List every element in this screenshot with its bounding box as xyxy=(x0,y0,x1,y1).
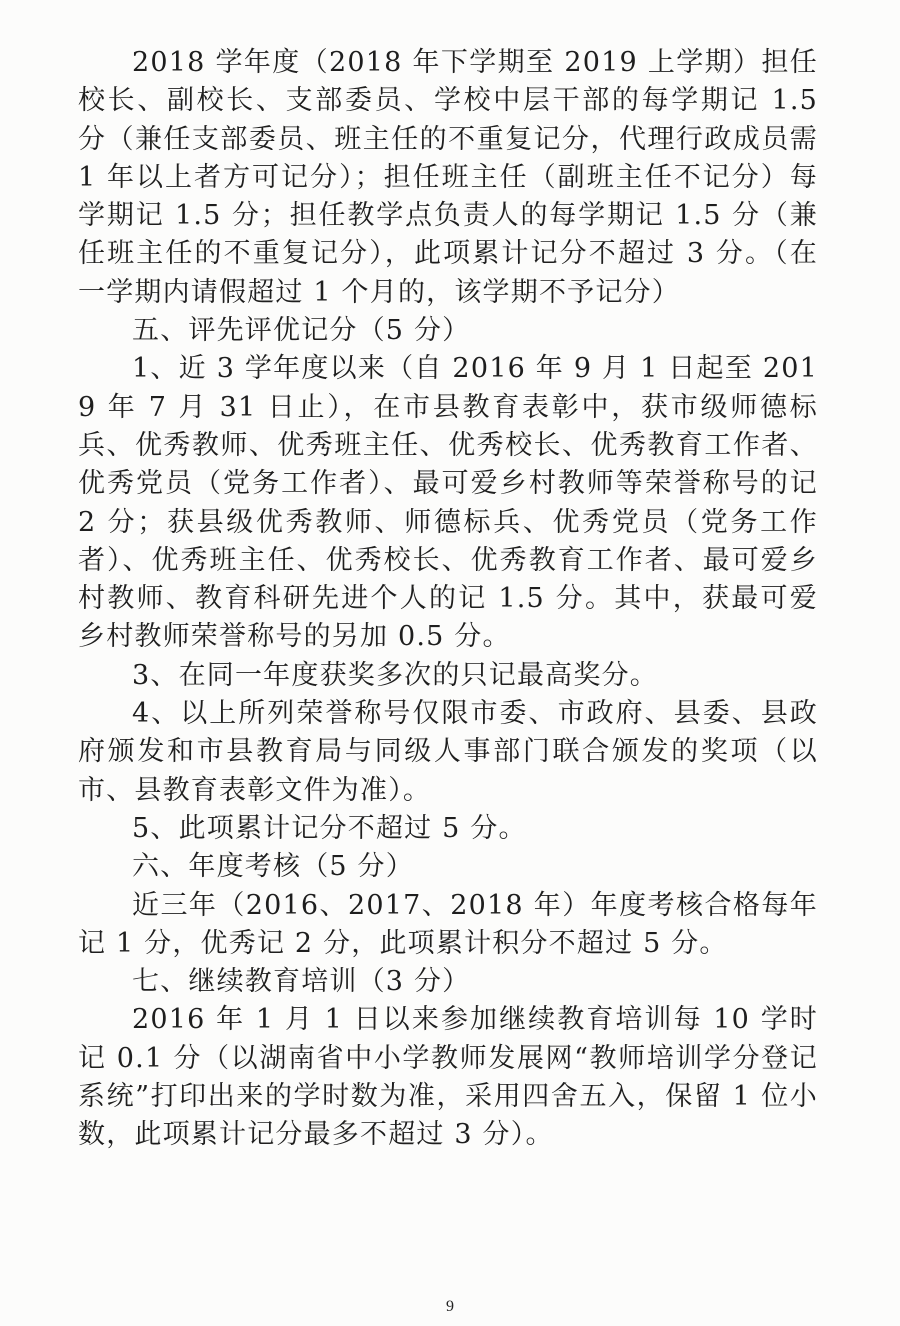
page-number: 9 xyxy=(446,1298,454,1315)
paragraph-5-3: 3、在同一年度获奖多次的只记最高奖分。 xyxy=(132,659,658,691)
paragraph-5-5: 5、此项累计记分不超过 5 分。 xyxy=(132,812,527,844)
heading-section-6: 六、年度考核（5 分） xyxy=(132,851,414,883)
heading-section-5: 五、评先评优记分（5 分） xyxy=(132,315,471,347)
paragraph-5-4: 4、以上所列荣誉称号仅限市委、市政府、县委、县政府颁发和市县教育局与同级人事部门联合颁发的奖项（以市、县教育表彰文件为准）。 xyxy=(78,698,818,806)
heading-section-7: 七、继续教育培训（3 分） xyxy=(132,966,471,998)
paragraph-6-annual-review: 近三年（2016、2017、2018 年）年度考核合格每年记 1 分，优秀记 2 分，此项累计积分不超过 5 分。 xyxy=(78,889,818,959)
paragraph-7-training: 2016 年 1 月 1 日以来参加继续教育培训每 10 学时记 0.1 分（以湖南省中小学教师发展网“教师培训学分登记系统”打印出来的学时数为准，采用四舍五入，保留 1 位小数，此项累计记分最多不超过 3 分）。 xyxy=(78,1004,818,1151)
paragraph-5-1: 1、近 3 学年度以来（自 2016 年 9 月 1 日起至 2019 年 7 月 31 日止），在市县教育表彰中，获市级师德标兵、优秀教师、优秀班主任、优秀校长、优秀教育工作者、优秀党员（党务工作者）、最可爱乡村教师等荣誉称号的记 2 分；获县级优秀教师、师德标兵、优秀党员（党务工作者）、优秀班主任、优秀校长、优秀教育工作者、最可爱乡村教师、教育科研先进个人的记 1.5 分。其中，获最可爱乡村教师荣誉称号的另加 0.5 分。 xyxy=(78,353,818,653)
paragraph-2018-positions: 2018 学年度（2018 年下学期至 2019 上学期）担任校长、副校长、支部委员、学校中层干部的每学期记 1.5 分（兼任支部委员、班主任的不重复记分，代理行政成员需 1 年以上者方可记分）；担任班主任（副班主任不记分）每学期记 1.5 分；担任教学点负责人的每学期记 1.5 分（兼任班主任的不重复记分），此项累计记分不超过 3 分。（在一学期内请假超过 1 个月的，该学期不予记分） xyxy=(78,47,818,308)
document-body xyxy=(78,44,818,1155)
